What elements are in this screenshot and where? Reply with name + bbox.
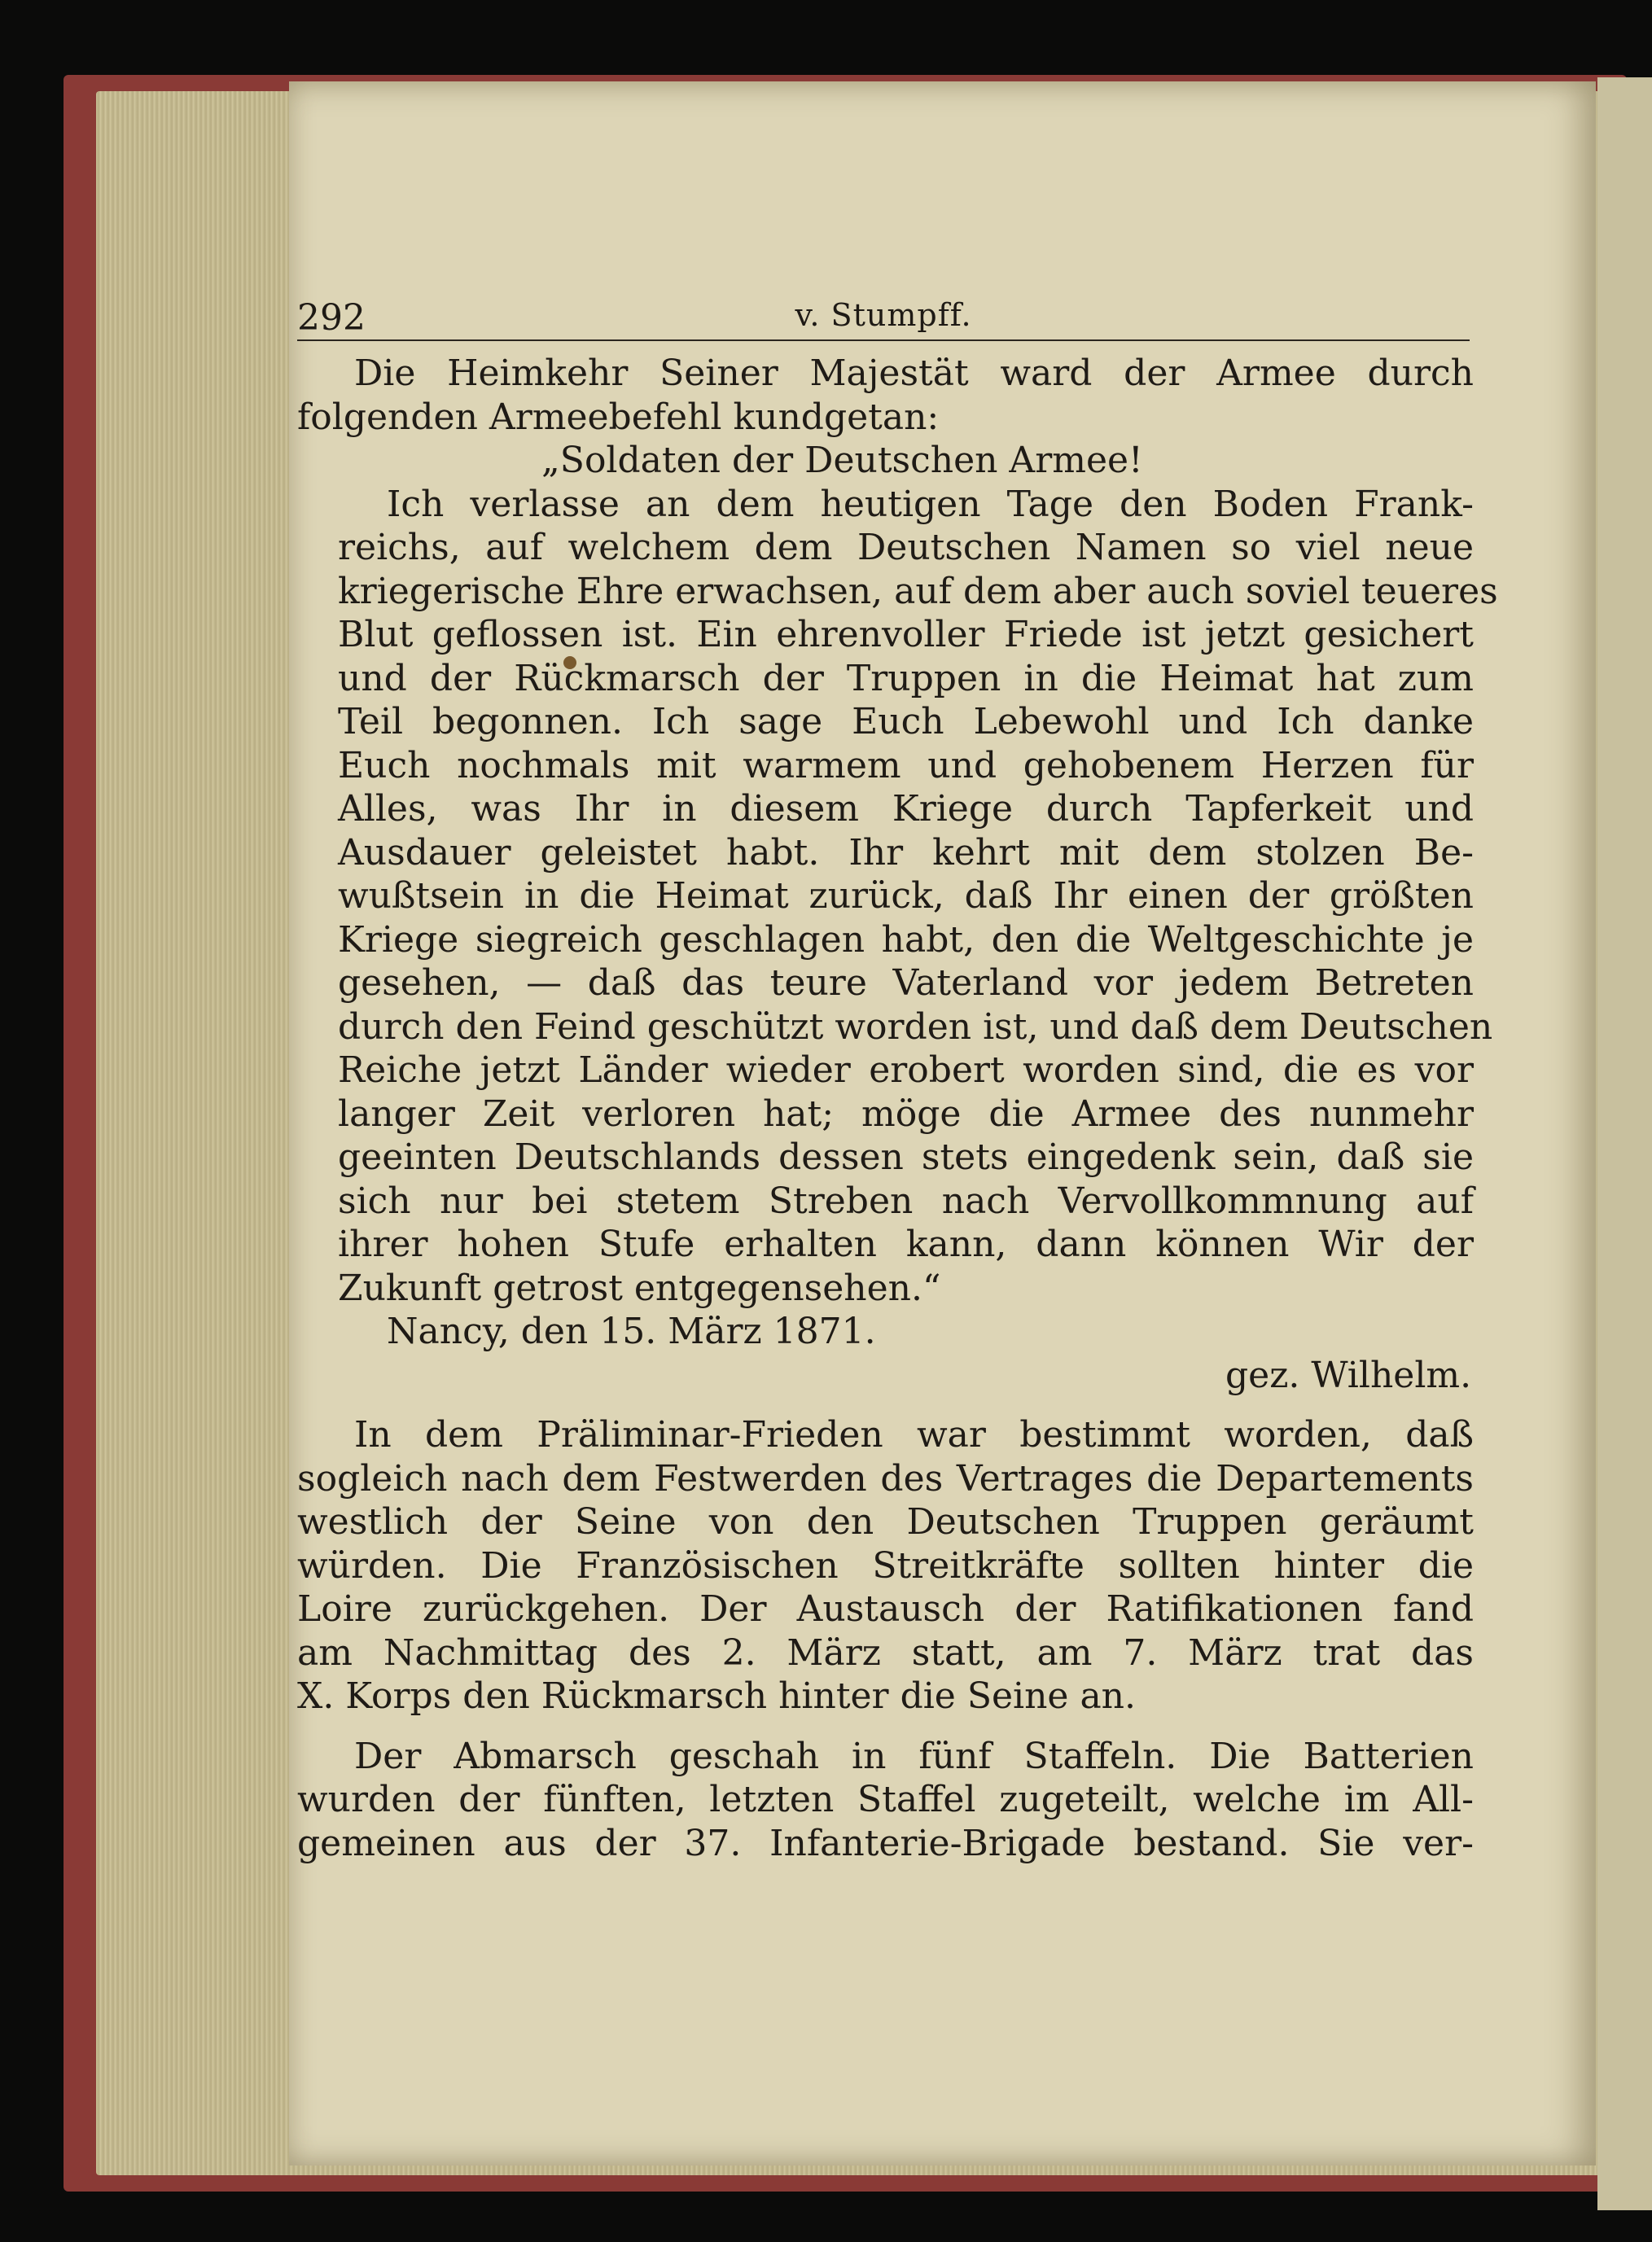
signature-line: gez. Wilhelm. [1225,1354,1472,1396]
text-line: am Nachmittag des 2. März statt, am 7. März trat das [297,1631,1474,1674]
paragraph-gap [297,1719,1474,1735]
text-line: Alles, was Ihr in diesem Kriege durch Tapferkeit und [338,788,1474,830]
text-line: Reiche jetzt Länder wieder erobert worden sind, die es vor [338,1049,1474,1091]
text-line: „Soldaten der Deutschen Armee! [541,440,1143,481]
text-line: Ich verlasse an dem heutigen Tage den Boden Frank- [387,483,1474,525]
page-header [297,297,1470,341]
text-line: wurden der fünften, letzten Staffel zugeteilt, welche im All- [297,1779,1474,1820]
text-line: Kriege siegreich geschlagen habt, den die Weltgeschichte je [338,918,1474,961]
text-line: durch den Feind geschützt worden ist, und daß dem Deutschen [338,1005,1493,1048]
text-line: würden. Die Französischen Streitkräfte sollten hinter die [297,1544,1474,1587]
text-line: reichs, auf welchem dem Deutschen Namen so viel neue [338,527,1474,568]
text-line: geeinten Deutschlands dessen stets eingedenk sein, daß sie [338,1136,1474,1178]
text-line: gemeinen aus der 37. Infanterie-Brigade bestand. Sie ver- [297,1822,1474,1864]
text-line: westlich der Seine von den Deutschen Truppen geräumt [297,1501,1474,1543]
text-line: Euch nochmals mit warmem und gehobenem Herzen für [338,744,1474,786]
running-head: v. Stumpff. [795,297,972,333]
text-line: langer Zeit verloren hat; möge die Armee des nunmehr [338,1093,1474,1135]
text-line: Loire zurückgehen. Der Austausch der Ratifikationen fand [297,1588,1474,1630]
text-line: folgenden Armeebefehl kundgetan: [297,396,940,438]
text-line: sogleich nach dem Festwerden des Vertrages die Departements [297,1457,1474,1500]
paragraph-gap [297,1397,1474,1413]
text-line: Blut geflossen ist. Ein ehrenvoller Friede ist jetzt gesichert [338,614,1474,655]
text-line: sich nur bei stetem Streben nach Vervollkommnung auf [338,1180,1474,1222]
text-line: ihrer hohen Stufe erhalten kann, dann können Wir der [338,1224,1474,1265]
text-line: gesehen, — daß das teure Vaterland vor jedem Betreten [338,962,1474,1004]
text-line: X. Korps den Rückmarsch hinter die Seine an. [297,1675,1137,1717]
text-line: und der Rückmarsch der Truppen in die Heimat hat zum [338,657,1474,699]
text-line: Der Abmarsch geschah in fünf Staffeln. Die Batterien [354,1735,1474,1777]
text-line: wußtsein in die Heimat zurück, daß Ihr einen der größten [338,875,1474,917]
text-line: Ausdauer geleistet habt. Ihr kehrt mit dem stolzen Be- [338,831,1474,874]
text-line: kriegerische Ehre erwachsen, auf dem aber auch soviel teueres [338,570,1498,612]
facing-page-edge [1597,77,1652,2210]
text-line: Die Heimkehr Seiner Majestät ward der Armee durch [354,353,1474,394]
dateline: Nancy, den 15. März 1871. [387,1311,876,1352]
page-number: 292 [297,297,366,339]
text-line: Teil begonnen. Ich sage Euch Lebewohl und Ich danke [338,701,1474,742]
text-line: Zukunft getrost entgegensehen.“ [338,1267,941,1309]
body-text [297,352,1498,1865]
text-line: In dem Präliminar-Frieden war bestimmt worden, daß [354,1414,1474,1456]
